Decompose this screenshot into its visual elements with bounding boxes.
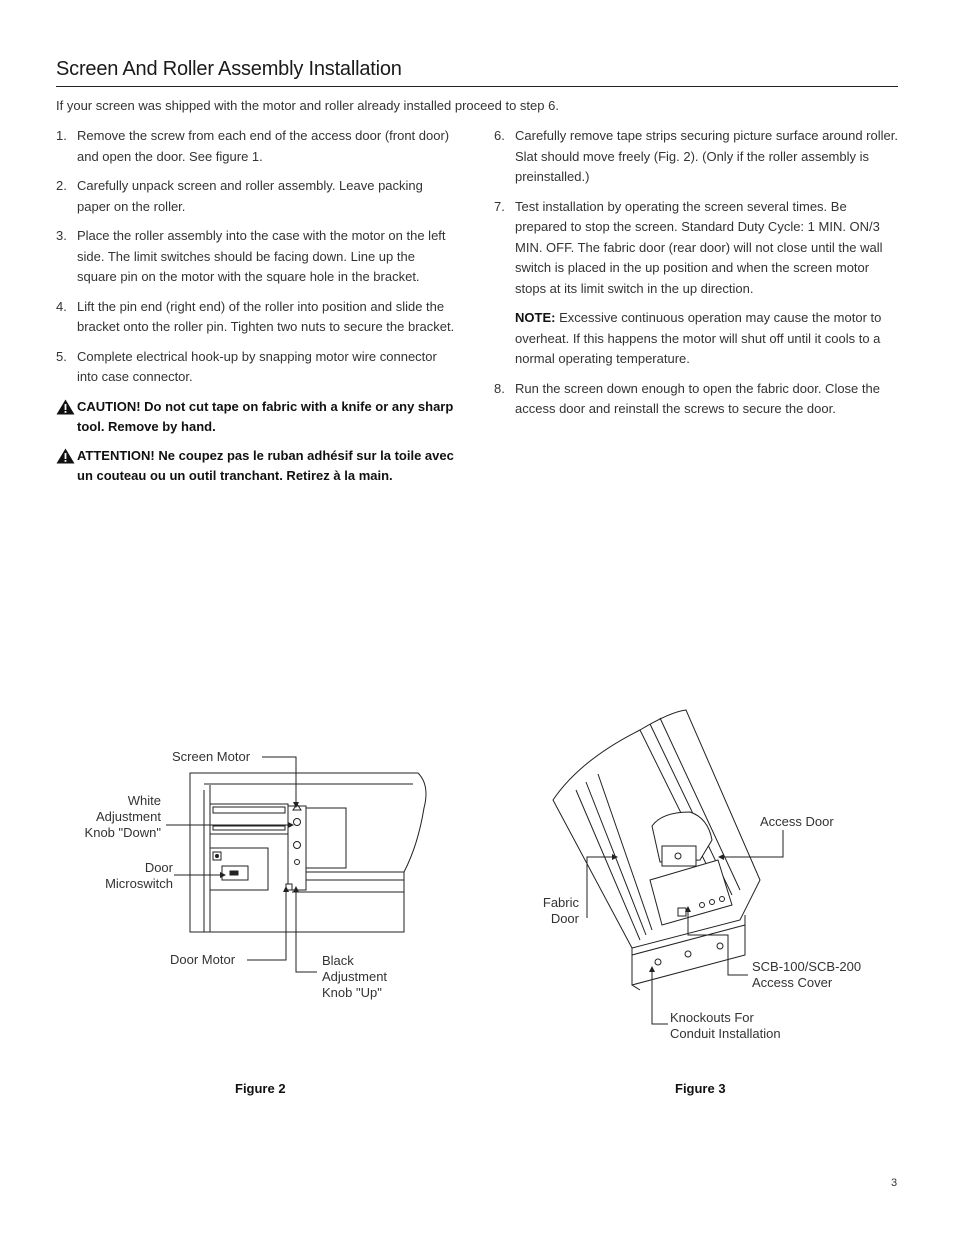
step-number: 2. bbox=[56, 178, 67, 193]
left-column bbox=[56, 126, 458, 495]
step-3 bbox=[56, 226, 458, 288]
step-number: 1. bbox=[56, 128, 67, 143]
fabric-door-label: Fabric Door bbox=[542, 895, 579, 926]
step-text: Test installation by operating the screen several times. Be prepared to stop the screen. Standard Duty Cycle: 1 MIN. ON/3 MIN. OFF. The fabric door (rear door) will not close until the wall switch is placed in the up position and when the screen motor stops at its limit switch in the up direction. bbox=[515, 198, 883, 296]
step-text: Run the screen down enough to open the fabric door. Close the access door and reinstall the screws to secure the door. bbox=[515, 380, 880, 416]
step-number: 5. bbox=[56, 348, 67, 364]
step-4 bbox=[56, 297, 458, 338]
note-label: NOTE: bbox=[515, 310, 556, 325]
attention-text: ATTENTION! Ne coupez pas le ruban adhésif sur la toile avec un couteau ou un outil tranchant. Retirez à la main. bbox=[77, 447, 454, 483]
step-2 bbox=[56, 176, 458, 217]
page-number: 3 bbox=[891, 1177, 898, 1189]
access-door-label: Access Door bbox=[760, 814, 834, 829]
figure-3-caption: Figure 3 bbox=[675, 1081, 726, 1096]
right-column bbox=[494, 126, 898, 429]
step-number: 6. bbox=[494, 128, 505, 143]
step-8 bbox=[494, 379, 898, 420]
attention-warning bbox=[56, 446, 458, 487]
warning-icon bbox=[56, 399, 75, 415]
step-number: 8. bbox=[494, 380, 505, 396]
knockouts-label: Knockouts For Conduit Installation bbox=[670, 1010, 781, 1041]
access-cover-label: SCB-100/SCB-200 Access Cover bbox=[752, 959, 862, 990]
page-title: Screen And Roller Assembly Installation bbox=[56, 58, 402, 80]
caution-warning bbox=[56, 397, 458, 438]
black-knob-label: Black Adjustment Knob "Up" bbox=[322, 953, 388, 1000]
door-motor-label: Door Motor bbox=[170, 952, 236, 967]
note bbox=[494, 308, 898, 370]
figure-2-caption: Figure 2 bbox=[235, 1081, 286, 1096]
warning-icon bbox=[56, 448, 75, 464]
step-number: 4. bbox=[56, 298, 67, 314]
step-5 bbox=[56, 347, 458, 388]
note-text: Excessive continuous operation may cause the motor to overheat. If this happens the motor will shut off until it cools to a normal operating temperature. bbox=[515, 310, 882, 366]
screen-motor-label: Screen Motor bbox=[172, 749, 251, 764]
intro-text: If your screen was shipped with the motor and roller already installed proceed to step 6. bbox=[56, 98, 559, 113]
step-text: Complete electrical hook-up by snapping motor wire connector into case connector. bbox=[77, 348, 437, 384]
step-text: Remove the screw from each end of the access door (front door) and open the door. See figure 1. bbox=[77, 128, 450, 164]
step-7 bbox=[494, 197, 898, 300]
title-rule bbox=[56, 86, 898, 87]
white-knob-label: White Adjustment Knob "Down" bbox=[84, 793, 161, 840]
step-1 bbox=[56, 126, 458, 167]
door-microswitch-label: Door Microswitch bbox=[105, 860, 173, 891]
step-text: Lift the pin end (right end) of the roller into position and slide the bracket onto the roller pin. Tighten two nuts to secure the bracket. bbox=[77, 298, 455, 334]
step-text: Carefully unpack screen and roller assembly. Leave packing paper on the roller. bbox=[77, 178, 423, 214]
figure-2-drawing bbox=[0, 740, 477, 1020]
step-6 bbox=[494, 126, 898, 188]
step-number: 3. bbox=[56, 228, 67, 243]
caution-text: CAUTION! Do not cut tape on fabric with a knife or any sharp tool. Remove by hand. bbox=[77, 398, 454, 434]
step-text: Carefully remove tape strips securing picture surface around roller. Slat should move freely (Fig. 2). (Only if the roller assembly is preinstalled.) bbox=[515, 128, 898, 184]
step-text: Place the roller assembly into the case with the motor on the left side. The limit switches should be facing down. Line up the square pin on the motor with the square hole in the bracket. bbox=[77, 228, 446, 284]
step-number: 7. bbox=[494, 198, 505, 214]
